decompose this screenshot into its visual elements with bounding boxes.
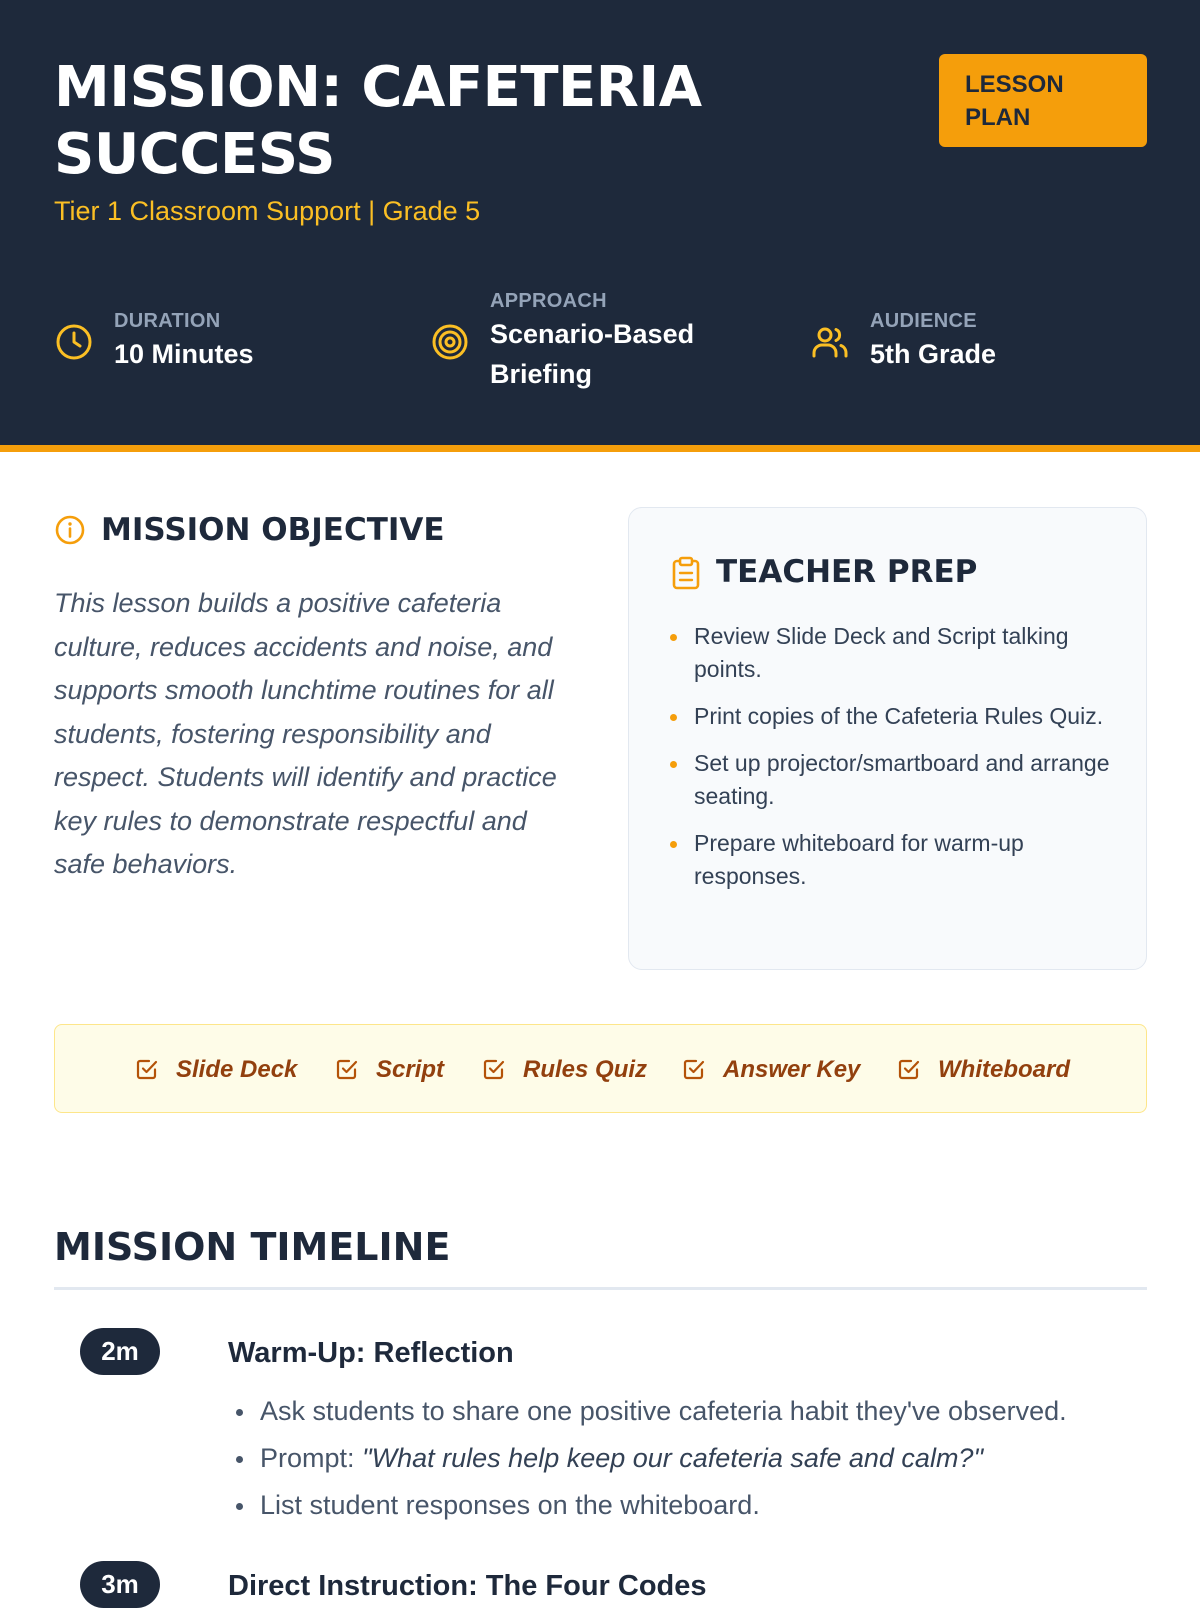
prompt-quote: "What rules help keep our cafeteria safe and calm?" (362, 1443, 984, 1473)
clipboard-icon (671, 556, 701, 590)
lesson-plan-badge: LESSON PLAN (939, 54, 1147, 147)
material-label: Rules Quiz (523, 1056, 648, 1083)
step-activity-list (260, 1388, 1067, 1529)
timeline-divider (54, 1287, 1147, 1290)
info-icon (54, 514, 86, 546)
material-label: Answer Key (723, 1056, 861, 1083)
step-activity: List student responses on the whiteboard. (260, 1482, 1067, 1529)
timeline-title: MISSION TIMELINE (54, 1225, 451, 1269)
prep-item: Set up projector/smartboard and arrange seating. (694, 747, 1114, 813)
material-label: Whiteboard (938, 1056, 1070, 1083)
prep-item: Review Slide Deck and Script talking points. (694, 620, 1114, 686)
prep-item: Prepare whiteboard for warm-up responses. (694, 827, 1114, 893)
step-duration-badge: 2m (80, 1328, 160, 1375)
lesson-header (0, 0, 1200, 452)
prep-item: Print copies of the Cafeteria Rules Quiz. (694, 700, 1114, 733)
materials-checklist (54, 1024, 1147, 1113)
meta-duration (54, 310, 384, 370)
checkbox-icon (482, 1057, 506, 1081)
prompt-label: Prompt: (260, 1443, 363, 1473)
material-label: Script (376, 1056, 445, 1083)
objective-title: MISSION OBJECTIVE (101, 512, 445, 548)
page-subtitle: Tier 1 Classroom Support | Grade 5 (54, 196, 481, 226)
step-title: Warm-Up: Reflection (228, 1337, 514, 1369)
page-title: MISSION: CAFETERIA SUCCESS (54, 55, 702, 187)
meta-approach (430, 290, 760, 400)
meta-audience (810, 310, 1140, 370)
meta-duration-label: DURATION (114, 310, 221, 332)
checkbox-icon (897, 1057, 921, 1081)
teacher-prep-title: TEACHER PREP (716, 554, 978, 590)
target-icon (430, 322, 470, 362)
checkbox-icon (335, 1057, 359, 1081)
clock-icon (54, 322, 94, 362)
meta-audience-label: AUDIENCE (870, 310, 977, 332)
step-duration-badge: 3m (80, 1561, 160, 1608)
checkbox-icon (135, 1057, 159, 1081)
material-label: Slide Deck (176, 1056, 298, 1083)
step-activity (260, 1435, 1067, 1482)
meta-approach-label: APPROACH (490, 290, 607, 312)
teacher-prep-list (694, 620, 1114, 907)
meta-audience-value: 5th Grade (870, 339, 997, 369)
objective-text: This lesson builds a positive cafeteria culture, reduces accidents and noise, and supports smooth lunchtime routines for all students, fostering responsibility and respect. Students will identify and practice key rules to demonstrate respectful and safe behaviors. (54, 588, 557, 879)
users-icon (810, 322, 850, 362)
step-title: Direct Instruction: The Four Codes (228, 1570, 707, 1602)
meta-duration-value: 10 Minutes (114, 339, 254, 369)
step-activity: Ask students to share one positive cafeteria habit they've observed. (260, 1388, 1067, 1435)
teacher-prep-card (628, 507, 1147, 970)
checkbox-icon (682, 1057, 706, 1081)
meta-approach-value: Scenario-Based Briefing (490, 319, 695, 389)
